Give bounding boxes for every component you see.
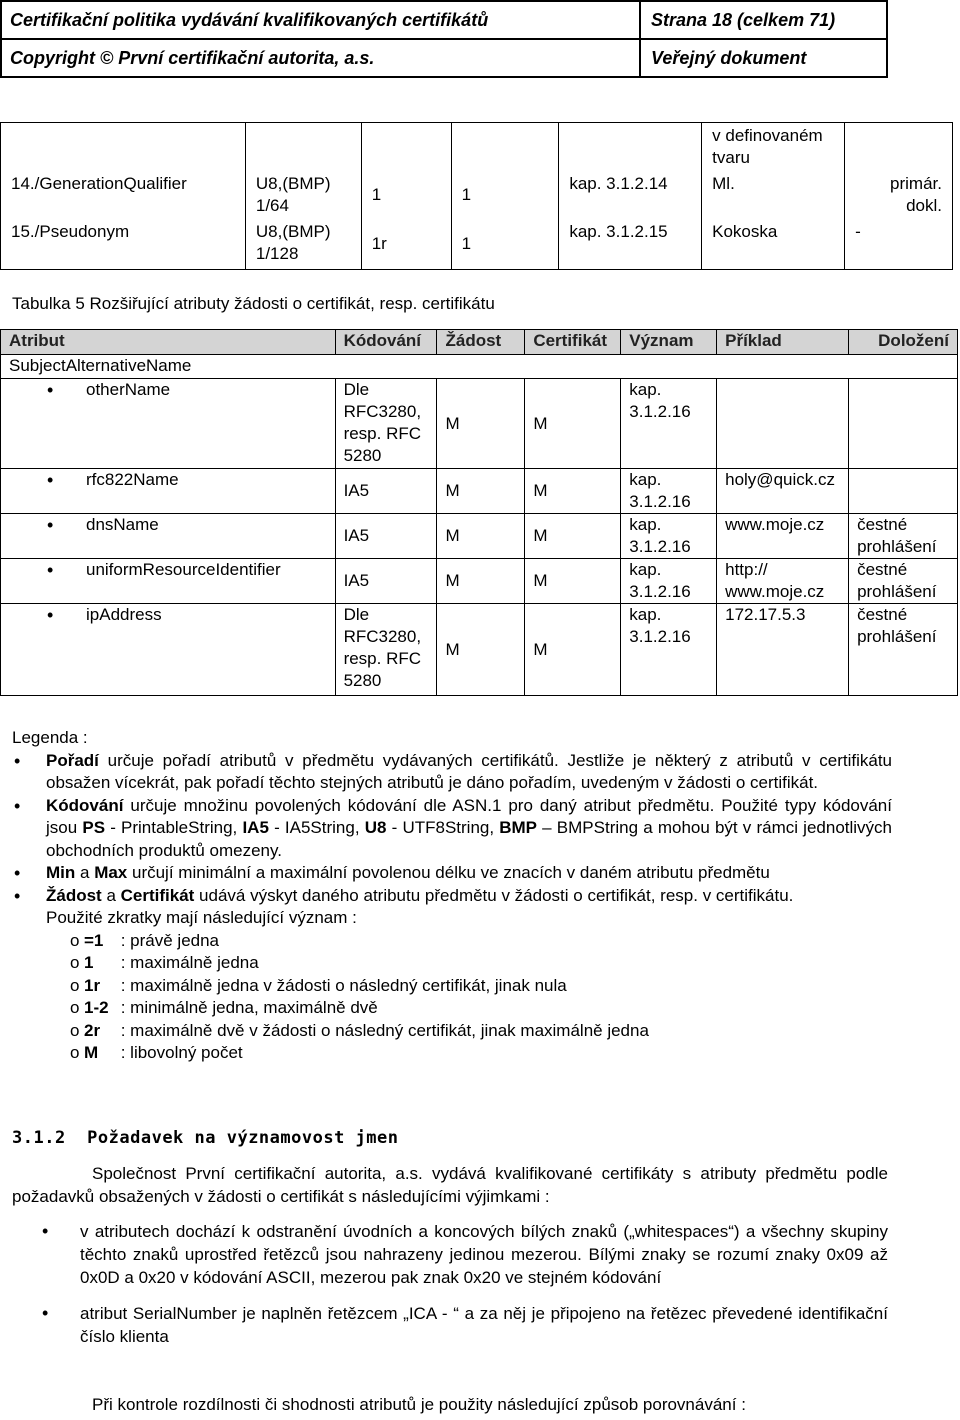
table-cell: kap. 3.1.2.16 xyxy=(621,379,717,469)
column-header: Příklad xyxy=(717,330,849,355)
list-item: • atribut SerialNumber je naplněn řetězcem „ICA - “ a za něj je připojeno na řetězec převedené identifikační číslo klienta xyxy=(12,1302,888,1348)
table-cell: holy@quick.cz xyxy=(717,469,849,514)
table-row xyxy=(1,469,958,514)
table-cell: M xyxy=(525,604,621,696)
legend-item: • Kódování určuje množinu povolených kódování dle ASN.1 pro daný atribut předmětu. Použité typy kódování jsou PS - PrintableString, IA5 - IA5String, U8 - UTF8String, BMP – BMPString a mohou být v rámci jednotlivých obchodních produktů omezeny. xyxy=(12,795,892,863)
abbreviation-item: o M : libovolný počet xyxy=(70,1043,243,1062)
column-header: Žádost xyxy=(437,330,525,355)
table-cell: 1r xyxy=(371,233,387,253)
table-cell: kap. 3.1.2.16 xyxy=(621,559,717,604)
column-header: Certifikát xyxy=(525,330,621,355)
table-cell xyxy=(849,469,958,514)
extension-attributes-table xyxy=(0,329,958,696)
table-cell: kap. 3.1.2.16 xyxy=(621,604,717,696)
table-cell: IA5 xyxy=(335,514,437,559)
exceptions-list xyxy=(12,1302,888,1348)
table-cell: 1 xyxy=(371,185,382,204)
table-cell: čestné prohlášení xyxy=(849,559,958,604)
table-cell: IA5 xyxy=(335,469,437,514)
section-heading xyxy=(12,1128,398,1148)
table-cell: M xyxy=(525,559,621,604)
legend xyxy=(12,727,892,1065)
abbreviation-item: o 1r : maximálně jedna v žádosti o následný certifikát, jinak nula xyxy=(70,975,567,995)
table-cell: M xyxy=(437,379,525,469)
page-header xyxy=(0,0,888,78)
table-cell: M xyxy=(437,604,525,696)
table-cell xyxy=(849,379,958,469)
legend-item: • Žádost a Certifikát udává výskyt daného atributu předmětu v žádosti o certifikát, resp. v certifikátu. Použité zkratky mají následující význam : xyxy=(12,885,892,930)
legend-item: • Min a Max určují minimální a maximální povolenou délku ve znacích v daném atributu předmětu xyxy=(12,862,892,885)
document-title: Certifikační politika vydávání kvalifikovaných certifikátů xyxy=(10,10,489,30)
header-divider xyxy=(2,38,888,40)
section-number: 3.1.2 xyxy=(12,1128,66,1148)
table-cell: M xyxy=(437,469,525,514)
column-header: Atribut xyxy=(1,330,336,355)
section-title: Požadavek na významovost jmen xyxy=(87,1128,399,1148)
table-cell: Kokoska xyxy=(712,222,778,241)
document-type: Veřejný dokument xyxy=(651,48,807,68)
abbreviation-item: o 1 : maximálně jedna xyxy=(70,953,259,972)
abbreviation-item: o 1-2 : minimálně jedna, maximálně dvě xyxy=(70,998,378,1017)
column-header: Význam xyxy=(621,330,717,355)
table-cell: 15./Pseudonym xyxy=(11,222,130,241)
attribute-name: • rfc822Name xyxy=(9,469,327,491)
table-cell: Dle RFC3280, resp. RFC 5280 xyxy=(335,379,437,469)
table-cell: 14./GenerationQualifier xyxy=(11,174,187,193)
table-cell: 1 xyxy=(461,233,472,253)
legend-title: Legenda : xyxy=(12,728,88,747)
table-cell xyxy=(717,379,849,469)
attributes-table-continued xyxy=(0,122,953,270)
abbreviation-item: o 2r : maximálně dvě v žádosti o následný certifikát, jinak maximálně jedna xyxy=(70,1020,649,1040)
table-cell: M xyxy=(525,469,621,514)
table-header-row xyxy=(1,330,958,355)
table-cell: 172.17.5.3 xyxy=(717,604,849,696)
table-cell: kap. 3.1.2.15 xyxy=(569,222,668,241)
table-cell: U8,(BMP) 1/64 xyxy=(255,174,331,215)
table-cell: v definovaném tvaru xyxy=(702,123,845,172)
attribute-name: • uniformResourceIdentifier xyxy=(9,559,327,581)
table-row xyxy=(1,379,958,469)
table-cell: M xyxy=(525,514,621,559)
table-cell: 1 xyxy=(461,185,472,204)
table-cell: kap. 3.1.2.14 xyxy=(569,174,668,193)
section-intro: Společnost První certifikační autorita, a.s. vydává kvalifikované certifikáty s atributy předmětu podle požadavků obsažených v žádosti o certifikát s následujícími výjimkami : xyxy=(12,1164,888,1206)
table-cell: Ml. xyxy=(712,174,735,193)
attribute-name: • ipAddress xyxy=(9,604,327,626)
abbreviation-item: o =1 : právě jedna xyxy=(70,930,220,950)
table-cell: www.moje.cz xyxy=(717,514,849,559)
table-row xyxy=(1,171,953,219)
page-number: Strana 18 (celkem 71) xyxy=(651,10,836,30)
table-cell: Dle RFC3280, resp. RFC 5280 xyxy=(335,604,437,696)
closing-paragraph: Při kontrole rozdílnosti či shodnosti atributů je použity následující způsob porovnávání : xyxy=(92,1395,746,1414)
column-header: Doložení xyxy=(849,330,958,355)
table-cell: IA5 xyxy=(335,559,437,604)
table-row xyxy=(1,514,958,559)
attribute-name: • otherName xyxy=(9,379,327,401)
header-divider xyxy=(639,2,641,78)
table-cell: http:// www.moje.cz xyxy=(717,559,849,604)
table-cell: čestné prohlášení xyxy=(849,514,958,559)
table-caption: Tabulka 5 Rozšiřující atributy žádosti o certifikát, resp. certifikátu xyxy=(12,294,495,313)
table-cell: M xyxy=(525,379,621,469)
table-row xyxy=(1,559,958,604)
table-cell: kap. 3.1.2.16 xyxy=(621,469,717,514)
table-cell: U8,(BMP) 1/128 xyxy=(255,222,331,263)
table-cell: - xyxy=(855,222,861,241)
table-cell: M xyxy=(437,514,525,559)
group-label: SubjectAlternativeName xyxy=(1,355,958,379)
exceptions-list xyxy=(12,1220,888,1289)
attribute-name: • dnsName xyxy=(9,514,327,536)
table-cell: M xyxy=(437,559,525,604)
table-group-row xyxy=(1,355,958,379)
table-cell: čestné prohlášení xyxy=(849,604,958,696)
column-header: Kódování xyxy=(335,330,437,355)
table-row xyxy=(1,604,958,696)
list-item: • v atributech dochází k odstranění úvodních a koncových bílých znaků („whitespaces“) a všechny skupiny těchto znaků uprostřed řetězců jsou nahrazeny jedinou mezerou. Bílými znaky se rozumí znaky 0x09 až 0x0D a 0x20 v kódování ASCII, mezerou pak znak 0x20 ve stejném kódování xyxy=(12,1220,888,1289)
copyright: Copyright © První certifikační autorita, a.s. xyxy=(10,48,375,68)
table-cell: kap. 3.1.2.16 xyxy=(621,514,717,559)
table-row xyxy=(1,219,953,269)
table-cell: primár. dokl. xyxy=(890,174,942,215)
legend-item: • Pořadí určuje pořadí atributů v předmětu vydávaných certifikátů. Jestliže je některý z atributů v certifikátu obsažen vícekrát, pak pořadí těchto stejných atributů je dáno pořadím, uvedeným v žádosti o certifikát. xyxy=(12,750,892,795)
